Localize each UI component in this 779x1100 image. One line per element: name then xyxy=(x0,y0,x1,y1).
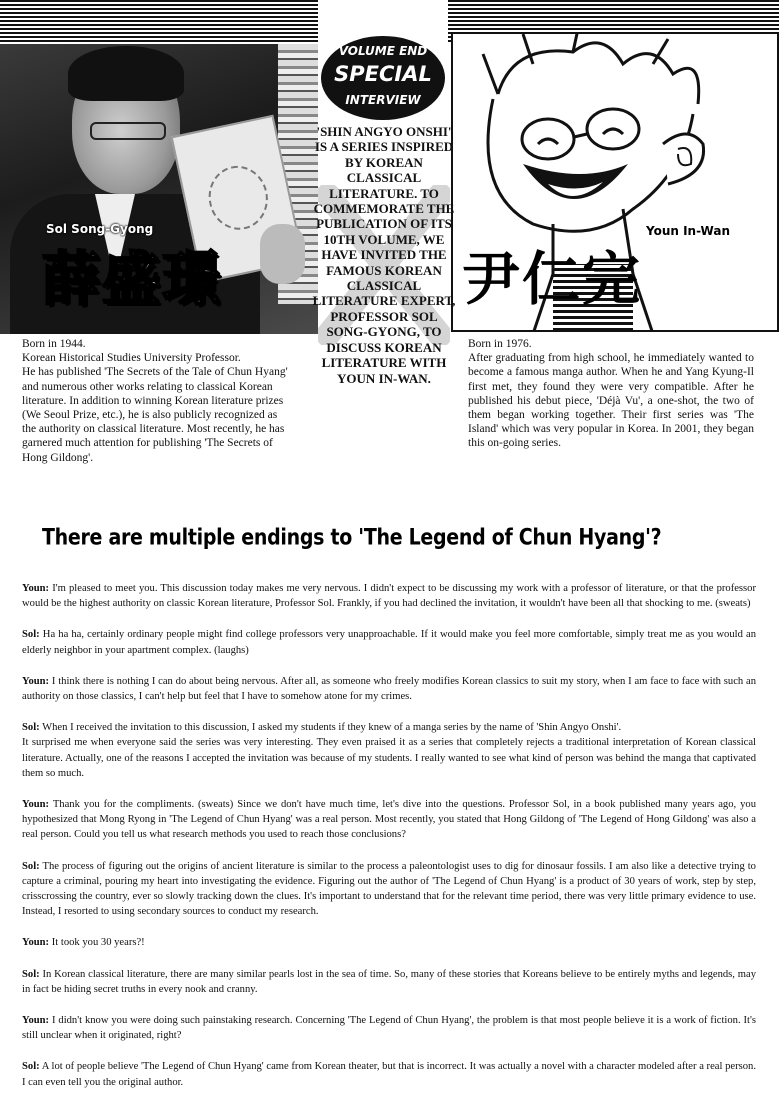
bio-youn-line-1: Born in 1976. xyxy=(468,338,532,350)
dialogue-text-continued: It surprised me when everyone said the series was very interesting. They even praised it as a series that completely rejects a traditional interpretation of Korean classical literature. Actually, one of the reasons I accepted the invitation was because of my students. I really wanted to see what kind of person was behind the manga that captivated them so much. xyxy=(22,737,756,779)
dialogue-text: I didn't know you were doing such painstaking research. Concerning 'The Legend of Chun Hyang', the problem is that most people believe it is a work of fiction. It's still unclear when it originated, right? xyxy=(22,1015,756,1042)
dialogue-paragraph xyxy=(22,674,756,704)
name-cjk-youn: 尹仁完 xyxy=(462,245,643,313)
dialogue-paragraph xyxy=(22,1013,756,1043)
bio-sol xyxy=(22,337,294,465)
interview-dialogue xyxy=(22,581,756,1100)
dialogue-paragraph xyxy=(22,720,756,781)
name-cjk-sol: 薛盛璟 xyxy=(42,245,223,313)
dialogue-paragraph xyxy=(22,627,756,657)
dialogue-text: Ha ha ha, certainly ordinary people might find college professors very unapproachable. If it would make you feel more comfortable, simply treat me as you would an elderly neighbor in your apartment complex. (laughs) xyxy=(22,629,756,656)
speaker: Youn: xyxy=(22,799,50,811)
glasses xyxy=(90,122,166,140)
speaker: Sol: xyxy=(22,1061,40,1073)
hair xyxy=(68,46,184,101)
badge-line-1: VOLUME END xyxy=(338,44,428,58)
bio-sol-line-2: Korean Historical Studies University Professor. xyxy=(22,352,241,365)
intro-text: 'SHIN ANGYO ONSHI' IS A SERIES INSPIRED BY KOREAN CLASSICAL LITERATURE. TO COMMEMORATE THE PUBLICATION OF ITS 10TH VOLUME, WE HAVE INVITED THE FAMOUS KOREAN CLASSICAL LITERATURE EXPERT, PROFESSOR SOL SONG-GYONG, TO DISCUSS KOREAN LITERATURE WITH YOUN IN-WAN. xyxy=(312,124,456,386)
dialogue-paragraph xyxy=(22,797,756,843)
hand xyxy=(260,224,305,284)
speaker: Youn: xyxy=(22,937,50,949)
dialogue-text: When I received the invitation to this discussion, I asked my students if they knew of a manga series by the name of 'Shin Angyo Onshi'. xyxy=(42,722,622,734)
speaker: Sol: xyxy=(22,629,40,641)
badge-line-3: INTERVIEW xyxy=(345,93,421,107)
bio-youn-line-2: After graduating from high school, he immediately wanted to become a famous manga author. When he and Yang Kyung-Il first met, they found they were very compatible. After he published his debut piece, 'Déjà Vu', a one-shot, the two of them began working together. Their first series was 'The Island' which was very popular in Korea. In 2001, they began this on-going series. xyxy=(468,352,754,450)
badge-line-2: SPECIAL xyxy=(334,62,432,86)
dialogue-paragraph xyxy=(22,935,756,950)
speaker: Sol: xyxy=(22,968,40,980)
name-en-youn: Youn In-Wan xyxy=(646,224,730,238)
dialogue-paragraph xyxy=(22,967,756,997)
bio-sol-line-3: He has published 'The Secrets of the Tale of Chun Hyang' and numerous other works relating to classical Korean literature. In addition to winning Korean literature prizes (We Seoul Prize, etc.), he is also publicly recognized as the authority on classical literature. Most recently, he has garnered much attention for publishing 'The Secrets of Hong Gildong'. xyxy=(22,366,288,464)
dialogue-text: A lot of people believe 'The Legend of Chun Hyang' came from Korean theater, but that is incorrect. It was actually a novel with a character modeled after a real person. I can even tell you the original author. xyxy=(22,1061,756,1088)
bio-youn xyxy=(468,337,754,451)
speaker: Youn: xyxy=(22,583,50,594)
section-title: There are multiple endings to 'The Legend of Chun Hyang'? xyxy=(42,525,662,551)
speaker: Sol: xyxy=(22,860,40,872)
dialogue-paragraph xyxy=(22,581,756,611)
dialogue-text: I think there is nothing I can do about being nervous. After all, as someone who freely modifies Korean classics to suit my story, when I am face to face with such an authority on those classics, I can't help but feel that I have to somehow atone for my crimes. xyxy=(22,675,756,703)
dialogue-text: The process of figuring out the origins of ancient literature is similar to the process a paleontologist uses to dig for dinosaur fossils. I am also like a detective trying to capture a criminal, pouring my heart into investigating the evidence. Figuring out the author of 'The Legend of Chun Hyang' is a product of 30 years of work, step by step, crisscrossing the country, ever so slowly tracking down the clues. It's important to understand that for the relevant time period, there was very little primary evidence to use. Instead, I resorted to using secondary sources to conduct my research. xyxy=(22,860,756,918)
name-en-sol: Sol Song-Gyong xyxy=(46,222,154,236)
dialogue-text: In Korean classical literature, there are many similar pearls lost in the sea of time. So, many of these stories that Koreans believe to be entirely myths and legends, may in fact be hiding secret truths in every nook and cranny. xyxy=(22,968,756,995)
speaker: Sol: xyxy=(22,722,40,734)
dialogue-text: It took you 30 years?! xyxy=(51,937,145,949)
speaker: Youn: xyxy=(22,1015,50,1027)
speaker: Youn: xyxy=(22,675,50,687)
dialogue-text: Thank you for the compliments. (sweats) Since we don't have much time, let's dive into the questions. Professor Sol, in a book published many years ago, you hypothesized that Mong Ryong in 'The Legend of Chun Hyang' was a real person. Most recently, you stated that Hong Gildong of 'The Legend of Hong Gildong' was also a real person. Could you tell us what research methods you used to reach those conclusions? xyxy=(22,799,756,841)
bio-sol-line-1: Born in 1944. xyxy=(22,338,86,350)
dialogue-paragraph xyxy=(22,1059,756,1089)
special-interview-badge xyxy=(321,36,445,120)
dialogue-text: I'm pleased to meet you. This discussion today makes me very nervous. I didn't expect to be discussing my work with a professor of literature, or that the professor would be the highest authority on classic Korean literature, Professor Sol. Frankly, if you had declined the invitation, it wouldn't have been all that shocking to me. (sweats) xyxy=(22,583,756,610)
dialogue-paragraph xyxy=(22,859,756,920)
